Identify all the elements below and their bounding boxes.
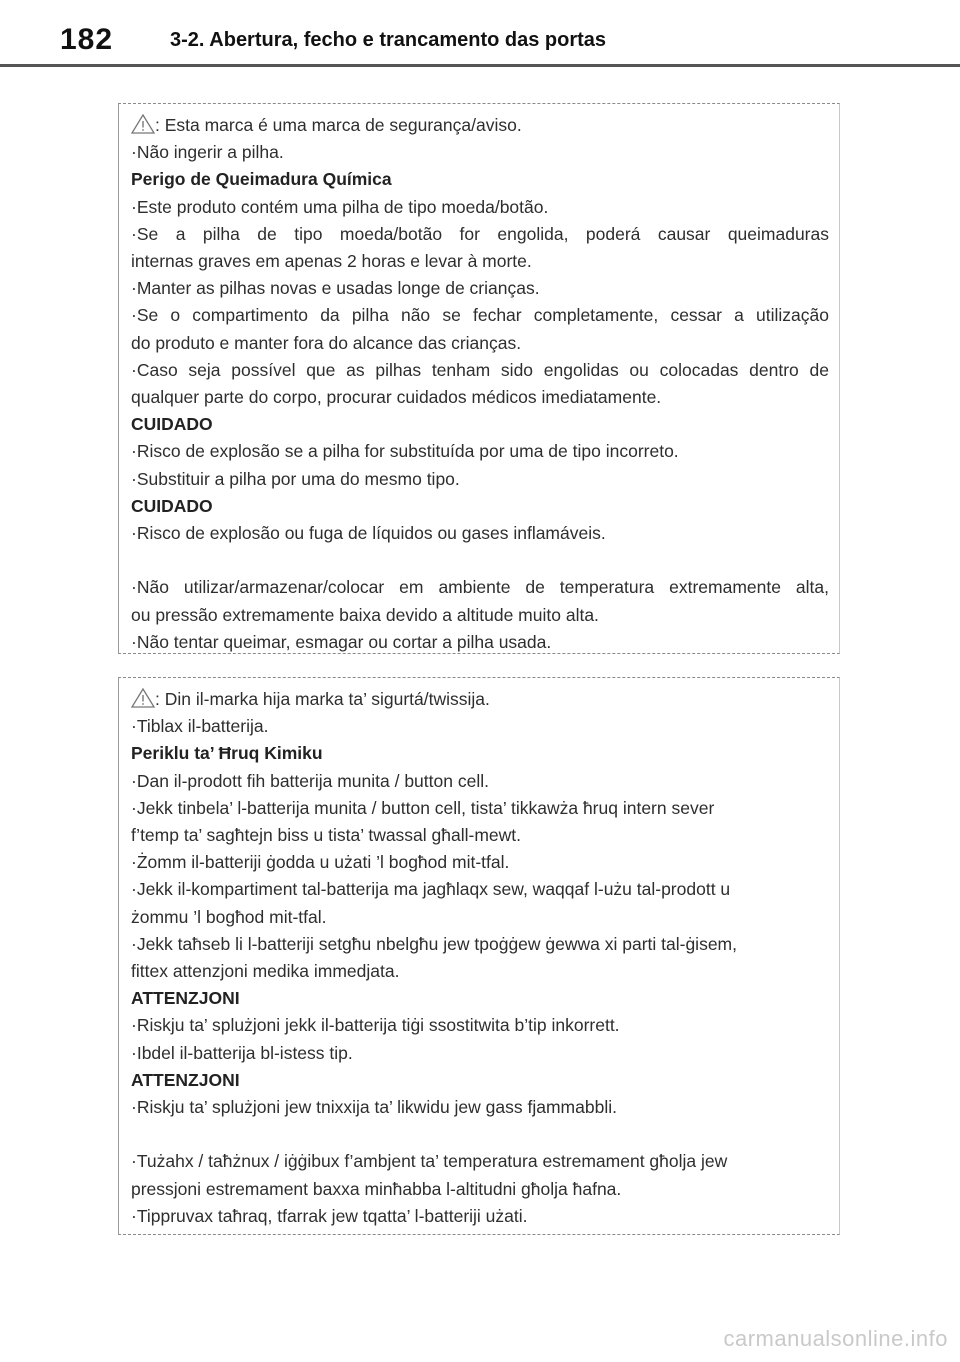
- text-line: pressjoni estremament baxxa minħabba l-altitudni għolja ħafna.: [131, 1178, 622, 1199]
- text-line: ·Não utilizar/armazenar/colocar em ambiente de temperatura extremamente alta,: [131, 577, 829, 598]
- text-line: ·Ibdel il-batterija bl-istess tip.: [131, 1042, 353, 1063]
- section-heading: CUIDADO: [131, 495, 213, 516]
- text-line: qualquer parte do corpo, procurar cuidados médicos imediatamente.: [131, 387, 662, 408]
- text-line: ·Riskju ta’ splużjoni jew tnixxija ta’ likwidu jew gass fjammabbli.: [131, 1097, 617, 1118]
- text-line: ·Riskju ta’ splużjoni jekk il-batterija tiġi ssostitwita b’tip inkorrett.: [131, 1015, 620, 1036]
- text-line: ·Risco de explosão ou fuga de líquidos ou gases inflamáveis.: [131, 523, 606, 544]
- text-line: fittex attenzjoni medika immedjata.: [131, 961, 400, 982]
- text-line: ·Não ingerir a pilha.: [131, 142, 284, 163]
- spacer: [131, 1121, 829, 1148]
- text-line: ·Dan il-prodott fih batterija munita / button cell.: [131, 770, 489, 791]
- warning-intro-line: [131, 112, 829, 139]
- text-line: ·Żomm il-batteriji ġodda u użati ’l bogħod mit-tfal.: [131, 852, 510, 873]
- section-heading: Perigo de Queimadura Química: [131, 169, 392, 190]
- page-number: 182: [60, 23, 114, 56]
- page-header: [0, 0, 960, 66]
- text-line: ·Tużahx / taħżnux / iġġibux f’ambjent ta’ temperatura estremament għolja jew: [131, 1151, 728, 1172]
- text-line: ou pressão extremamente baixa devido a altitude muito alta.: [131, 604, 599, 625]
- text-line: ·Risco de explosão se a pilha for substituída por uma de tipo incorreto.: [131, 441, 679, 462]
- warning-box-maltese: [118, 677, 840, 1235]
- section-heading: CUIDADO: [131, 414, 213, 435]
- text-line: ·Jekk taħseb li l-batteriji setgħu nbelgħu jew tpoġġew ġewwa xi parti tal-ġisem,: [131, 933, 737, 954]
- text-line: ·Se o compartimento da pilha não se fechar completamente, cessar a utilização: [131, 305, 829, 326]
- text-line: ·Jekk il-kompartiment tal-batterija ma jagħlaqx sew, waqqaf l-użu tal-prodott u: [131, 879, 731, 900]
- section-heading: ATTENZJONI: [131, 1069, 240, 1090]
- text-line: internas graves em apenas 2 horas e levar à morte.: [131, 251, 532, 272]
- warning-triangle-icon: [131, 688, 155, 708]
- text-line: f’temp ta’ sagħtejn biss u tista’ twassal għall-mewt.: [131, 825, 522, 846]
- text-line: ·Manter as pilhas novas e usadas longe de crianças.: [131, 278, 540, 299]
- warning-intro-line: [131, 686, 829, 713]
- text-line: ·Não tentar queimar, esmagar ou cortar a pilha usada.: [131, 631, 552, 652]
- text-line: żommu ’l bogħod mit-tfal.: [131, 906, 327, 927]
- warning-intro-text: : Din il-marka hija marka ta’ sigurtá/twissija.: [155, 689, 490, 709]
- watermark: carmanualsonline.info: [723, 1326, 948, 1351]
- text-line: ·Tippruvax taħraq, tfarrak jew tqatta’ l-batteriji użati.: [131, 1205, 528, 1226]
- text-line: do produto e manter fora do alcance das crianças.: [131, 332, 522, 353]
- section-heading: Periklu ta’ Ħruq Kimiku: [131, 743, 323, 764]
- section-heading: ATTENZJONI: [131, 988, 240, 1009]
- text-line: ·Substituir a pilha por uma do mesmo tipo.: [131, 468, 460, 489]
- text-line: ·Este produto contém uma pilha de tipo moeda/botão.: [131, 196, 549, 217]
- warning-box-portuguese: [118, 103, 840, 654]
- spacer: [131, 547, 829, 574]
- text-line: ·Se a pilha de tipo moeda/botão for engolida, poderá causar queimaduras: [131, 223, 829, 244]
- section-title: 3-2. Abertura, fecho e trancamento das portas: [170, 29, 607, 51]
- text-line: ·Jekk tinbela’ l-batterija munita / button cell, tista’ tikkawża ħruq intern sever: [131, 797, 715, 818]
- warning-intro-text: : Esta marca é uma marca de segurança/aviso.: [155, 115, 522, 135]
- warning-triangle-icon: [131, 114, 155, 134]
- text-line: ·Tiblax il-batterija.: [131, 716, 269, 737]
- text-line: ·Caso seja possível que as pilhas tenham sido engolidas ou colocadas dentro de: [131, 359, 829, 380]
- header-divider: [0, 64, 960, 67]
